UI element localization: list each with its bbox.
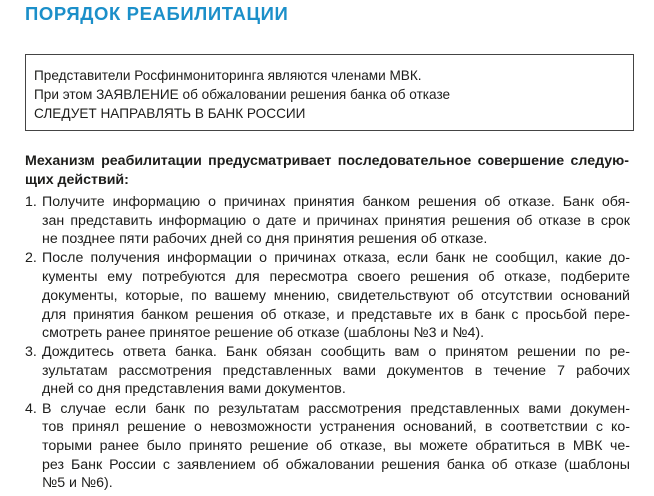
step-line: зультатам рассмотрения представленных вами документов в течение 7 рабочих xyxy=(42,363,630,379)
intro-line: Механизм реабилитации предусматривает последовательное совершение следую- xyxy=(25,153,629,169)
step-line: не позднее пяти рабочих дней со дня принятия решения об отказе. xyxy=(42,231,488,247)
step-line: дней со дня представления вами документов. xyxy=(42,381,346,397)
step-number: 1. xyxy=(25,194,37,210)
step-line: для принятия банком решения об отказе, и представьте их в банк с просьбой пере- xyxy=(42,307,630,323)
step-line: зан представить информацию о дате и причинах принятия решения об отказе в срок xyxy=(42,213,630,229)
page-title: ПОРЯДОК РЕАБИЛИТАЦИИ xyxy=(25,3,289,24)
step-line: кументы ему потребуются для пересмотра своего решения об отказе, подберите xyxy=(42,269,630,285)
step-number: 4. xyxy=(25,401,37,417)
step-number: 3. xyxy=(25,344,37,360)
intro-line: щих действий: xyxy=(25,172,129,188)
step-line: В случае если банк по результатам рассмотрения представленных вами докумен- xyxy=(42,401,630,417)
step-number: 2. xyxy=(25,250,37,266)
step-line: №5 и №6). xyxy=(42,475,113,491)
step-line: рез Банк России с заявлением об обжаловании решения банка об отказе (шаблоны xyxy=(42,457,630,473)
step-line: Получите информацию о причинах принятия банком решения об отказе. Банк обя- xyxy=(42,194,630,210)
step-line: смотреть ранее принятое решение об отказе (шаблоны №3 и №4). xyxy=(42,325,485,341)
step-line: тов принял решение о невозможности устранения оснований, в соответствии с ко- xyxy=(42,419,630,435)
step-line: Дождитесь ответа банка. Банк обязан сообщить вам о принятом решении по ре- xyxy=(42,344,630,360)
notice-box xyxy=(25,54,634,131)
step-line: После получения информации о причинах отказа, если банк не сообщил, какие до- xyxy=(42,250,630,266)
step-line: документы, которые, по вашему мнению, свидетельствуют об отсутствии оснований xyxy=(42,288,630,304)
notice-line: При этом ЗАЯВЛЕНИЕ об обжаловании решения банка об отказе xyxy=(34,87,451,102)
notice-line: СЛЕДУЕТ НАПРАВЛЯТЬ В БАНК РОССИИ xyxy=(34,106,306,121)
step-line: торыми ранее было принято решение об отказе, вы можете обратиться в МВК че- xyxy=(42,438,630,454)
notice-line: Представители Росфинмониторинга являются членами МВК. xyxy=(34,68,422,83)
